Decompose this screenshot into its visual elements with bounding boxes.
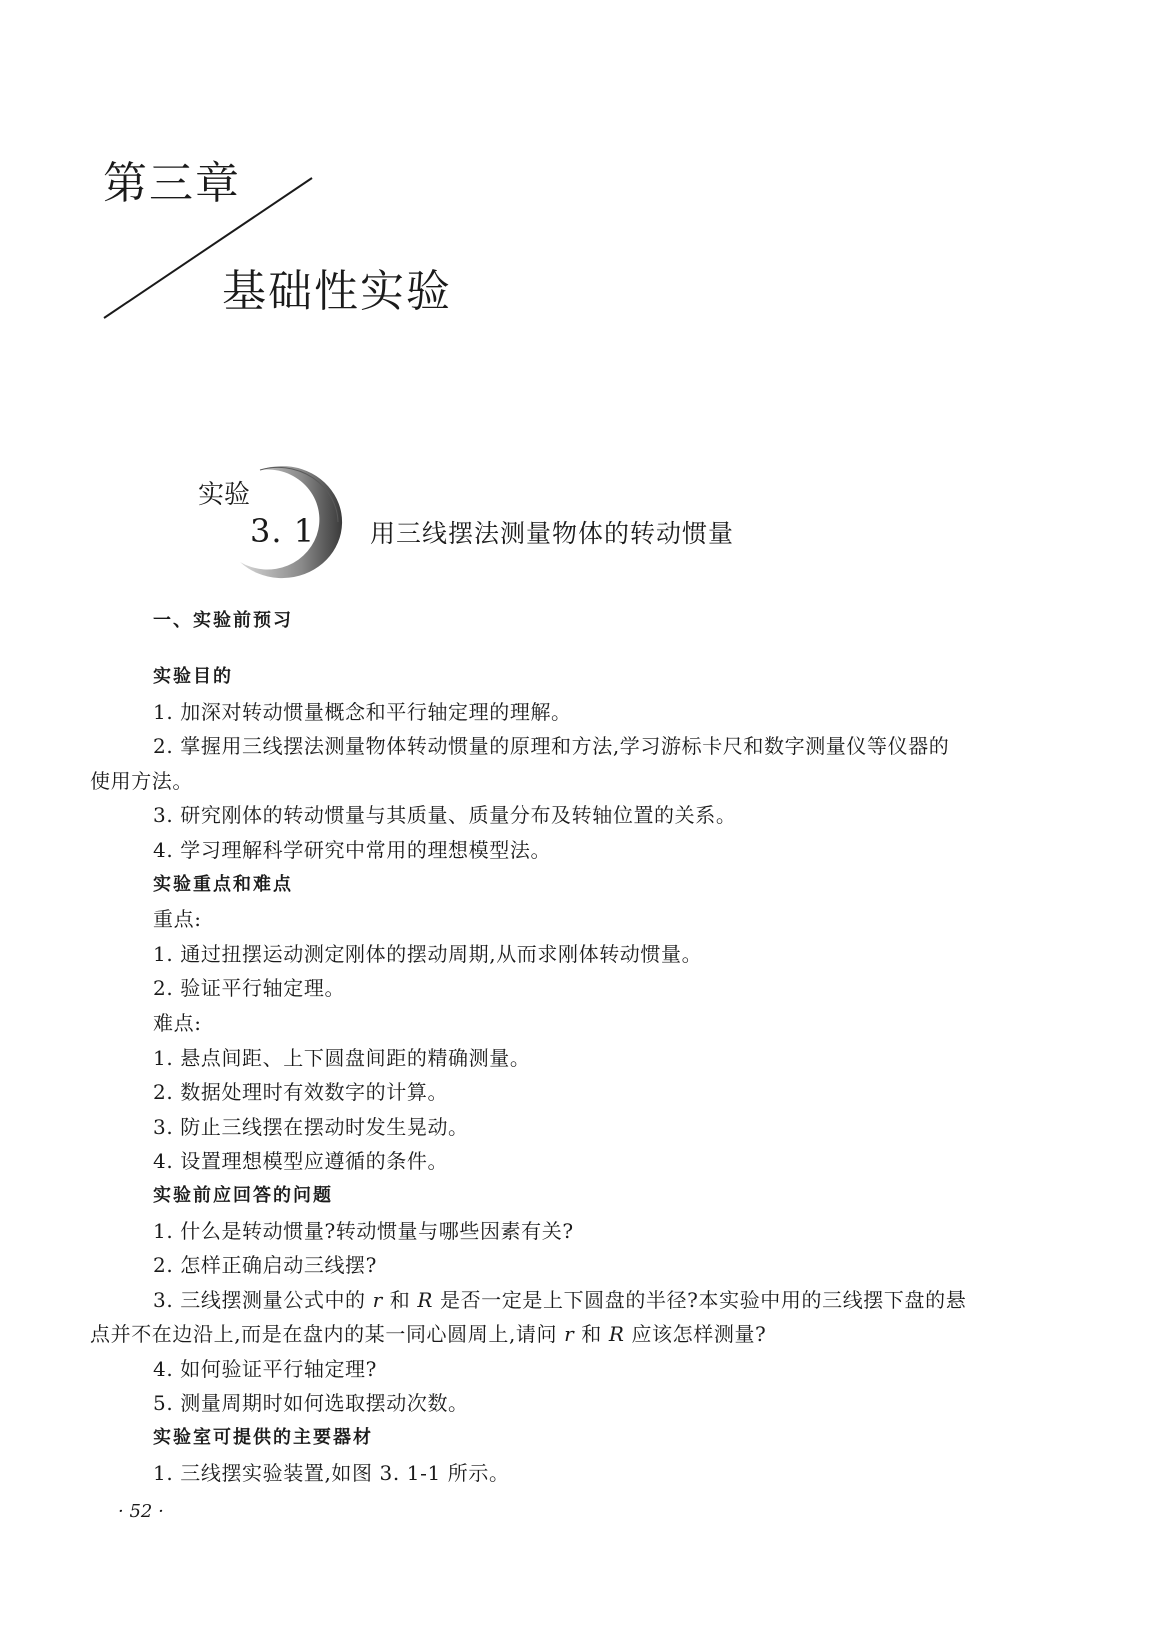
experiment-number: 3. 1 (250, 512, 316, 550)
question-item: 4. 如何验证平行轴定理? (153, 1356, 377, 1381)
symbol-R: R (417, 1287, 433, 1312)
question-item: 5. 测量周期时如何选取摆动次数。 (153, 1391, 469, 1416)
equipment-heading: 实验室可提供的主要器材 (153, 1427, 373, 1449)
symbol-R: R (608, 1322, 625, 1347)
purpose-item: 3. 研究刚体的转动惯量与其质量、质量分布及转轴位置的关系。 (153, 803, 737, 828)
question-item: 2. 怎样正确启动三线摆? (153, 1253, 377, 1278)
question-text: 和 (389, 1287, 411, 1312)
question-item (90, 1283, 1070, 1318)
document-body (90, 660, 1070, 1490)
symbol-r: r (564, 1322, 575, 1347)
purpose-item: 1. 加深对转动惯量概念和平行轴定理的理解。 (153, 699, 572, 724)
experiment-title: 用三线摆法测量物体的转动惯量 (370, 519, 735, 548)
purpose-heading: 实验目的 (153, 666, 233, 687)
key-label: 重点: (153, 907, 202, 932)
chapter-title: 基础性实验 (222, 266, 452, 317)
purpose-item: 4. 学习理解科学研究中常用的理想模型法。 (153, 837, 552, 862)
purpose-item: 2. 掌握用三线摆法测量物体转动惯量的原理和方法,学习游标卡尺和数字测量仪等仪器的 (153, 734, 950, 759)
experiment-label: 实验 (198, 480, 251, 510)
difficulty-item: 3. 防止三线摆在摆动时发生晃动。 (153, 1114, 469, 1139)
difficulty-item: 2. 数据处理时有效数字的计算。 (153, 1080, 449, 1105)
section-title: 一、实验前预习 (153, 610, 293, 631)
question-text: 点并不在边沿上,而是在盘内的某一同心圆周上,请问 (90, 1322, 558, 1347)
question-text: 3. 三线摆测量公式中的 (153, 1287, 366, 1312)
difficulty-item: 4. 设置理想模型应遵循的条件。 (153, 1149, 449, 1174)
difficulty-item: 1. 悬点间距、上下圆盘间距的精确测量。 (153, 1045, 531, 1070)
question-text: 应该怎样测量? (631, 1322, 767, 1347)
equipment-item: 1. 三线摆实验装置,如图 3. 1-1 所示。 (153, 1460, 510, 1485)
question-item-continuation (90, 1317, 1070, 1352)
purpose-item-continuation: 使用方法。 (90, 768, 193, 793)
chapter-divider-line (0, 0, 1165, 400)
page-number: · 52 · (118, 1501, 164, 1522)
question-text: 和 (581, 1322, 602, 1347)
difficulty-label: 难点: (153, 1010, 202, 1035)
key-item: 2. 验证平行轴定理。 (153, 976, 346, 1001)
questions-heading: 实验前应回答的问题 (153, 1184, 333, 1206)
question-text: 是否一定是上下圆盘的半径?本实验中用的三线摆下盘的悬 (439, 1287, 967, 1312)
key-points-heading: 实验重点和难点 (153, 873, 293, 895)
key-item: 1. 通过扭摆运动测定刚体的摆动周期,从而求刚体转动惯量。 (153, 941, 703, 966)
chapter-number: 第三章 (103, 158, 241, 209)
question-item: 1. 什么是转动惯量?转动惯量与哪些因素有关? (153, 1218, 574, 1243)
symbol-r: r (372, 1287, 383, 1312)
